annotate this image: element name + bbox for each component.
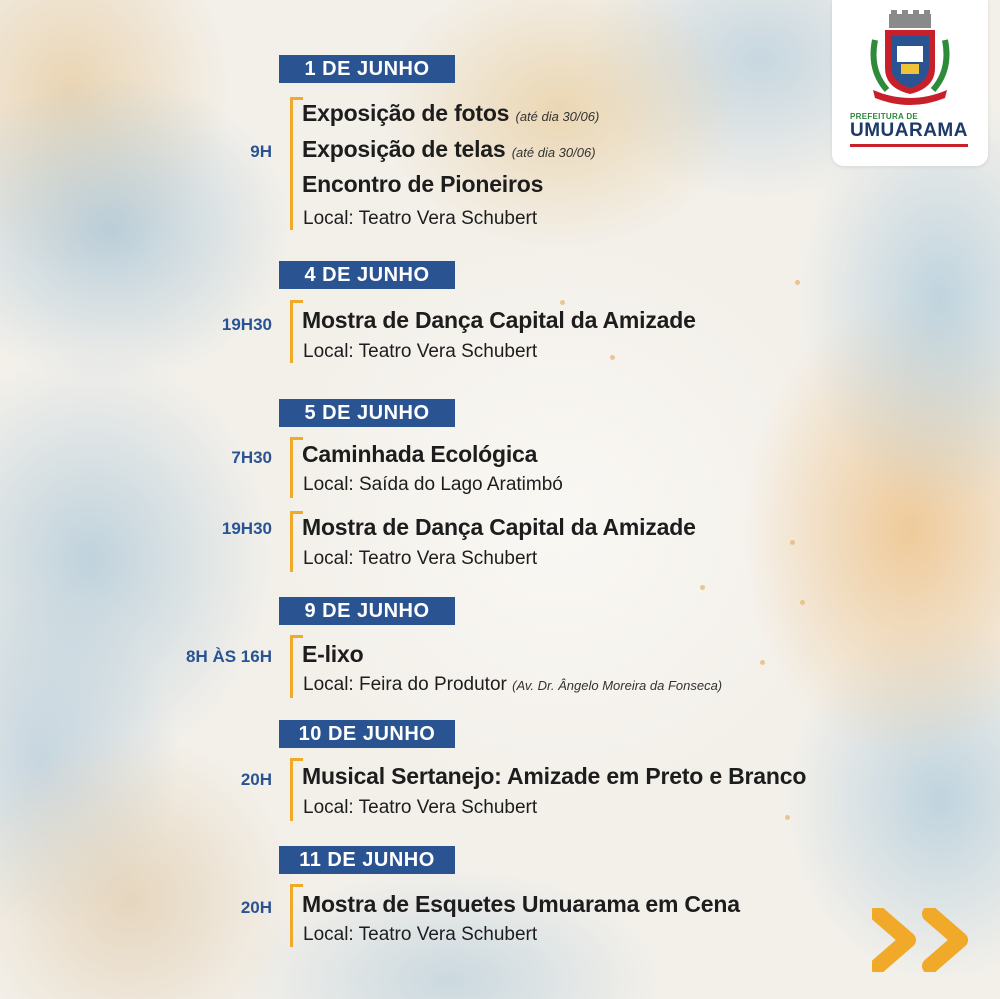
date-badge-11-junho: 11 DE JUNHO [279, 846, 455, 874]
event-note: (até dia 30/06) [511, 145, 596, 160]
event-time: 7H30 [231, 448, 272, 467]
event-time: 8H ÀS 16H [186, 647, 272, 666]
event-time: 19H30 [221, 315, 272, 334]
event-time: 20H [240, 770, 272, 789]
date-badge-1-junho: 1 DE JUNHO [279, 55, 455, 83]
event-location: Local: Feira do Produtor (Av. Dr. Ângelo Moreira da Fonseca) [303, 674, 723, 695]
event-title: Mostra de Esquetes Umuarama em Cena [302, 891, 740, 917]
event-title-encontro-pioneiros: Encontro de Pioneiros [302, 171, 544, 197]
date-badge-4-junho: 4 DE JUNHO [279, 261, 455, 289]
event-title: E-lixo [302, 641, 364, 667]
event-location: Local: Teatro Vera Schubert [303, 341, 538, 362]
event-time: 20H [240, 898, 272, 917]
date-badge-9-junho: 9 DE JUNHO [279, 597, 455, 625]
event-location: Local: Saída do Lago Aratimbó [303, 474, 563, 495]
event-title-exposicao-fotos: Exposição de fotos (até dia 30/06) [302, 100, 600, 126]
event-time: 9H [250, 142, 272, 161]
event-location-note: (Av. Dr. Ângelo Moreira da Fonseca) [512, 678, 723, 693]
double-chevron-right-icon[interactable] [872, 908, 972, 972]
coat-of-arms-icon [867, 10, 953, 110]
event-title-exposicao-telas: Exposição de telas (até dia 30/06) [302, 136, 596, 162]
logo-card [832, 0, 988, 166]
event-title: Mostra de Dança Capital da Amizade [302, 307, 696, 333]
logo-prefix: PREFEITURA DE [850, 112, 919, 121]
event-title: Musical Sertanejo: Amizade em Preto e Branco [302, 763, 807, 789]
event-title: Mostra de Dança Capital da Amizade [302, 514, 696, 540]
event-location: Local: Teatro Vera Schubert [303, 924, 538, 945]
event-note: (até dia 30/06) [515, 109, 600, 124]
date-badge-5-junho: 5 DE JUNHO [279, 399, 455, 427]
logo-name: UMUARAMA [850, 120, 968, 141]
event-location: Local: Teatro Vera Schubert [303, 797, 538, 818]
logo-underline [850, 144, 968, 147]
event-title: Caminhada Ecológica [302, 441, 538, 467]
event-time: 19H30 [221, 519, 272, 538]
event-location: Local: Teatro Vera Schubert [303, 548, 538, 569]
event-location: Local: Teatro Vera Schubert [303, 208, 538, 229]
date-badge-10-junho: 10 DE JUNHO [279, 720, 455, 748]
